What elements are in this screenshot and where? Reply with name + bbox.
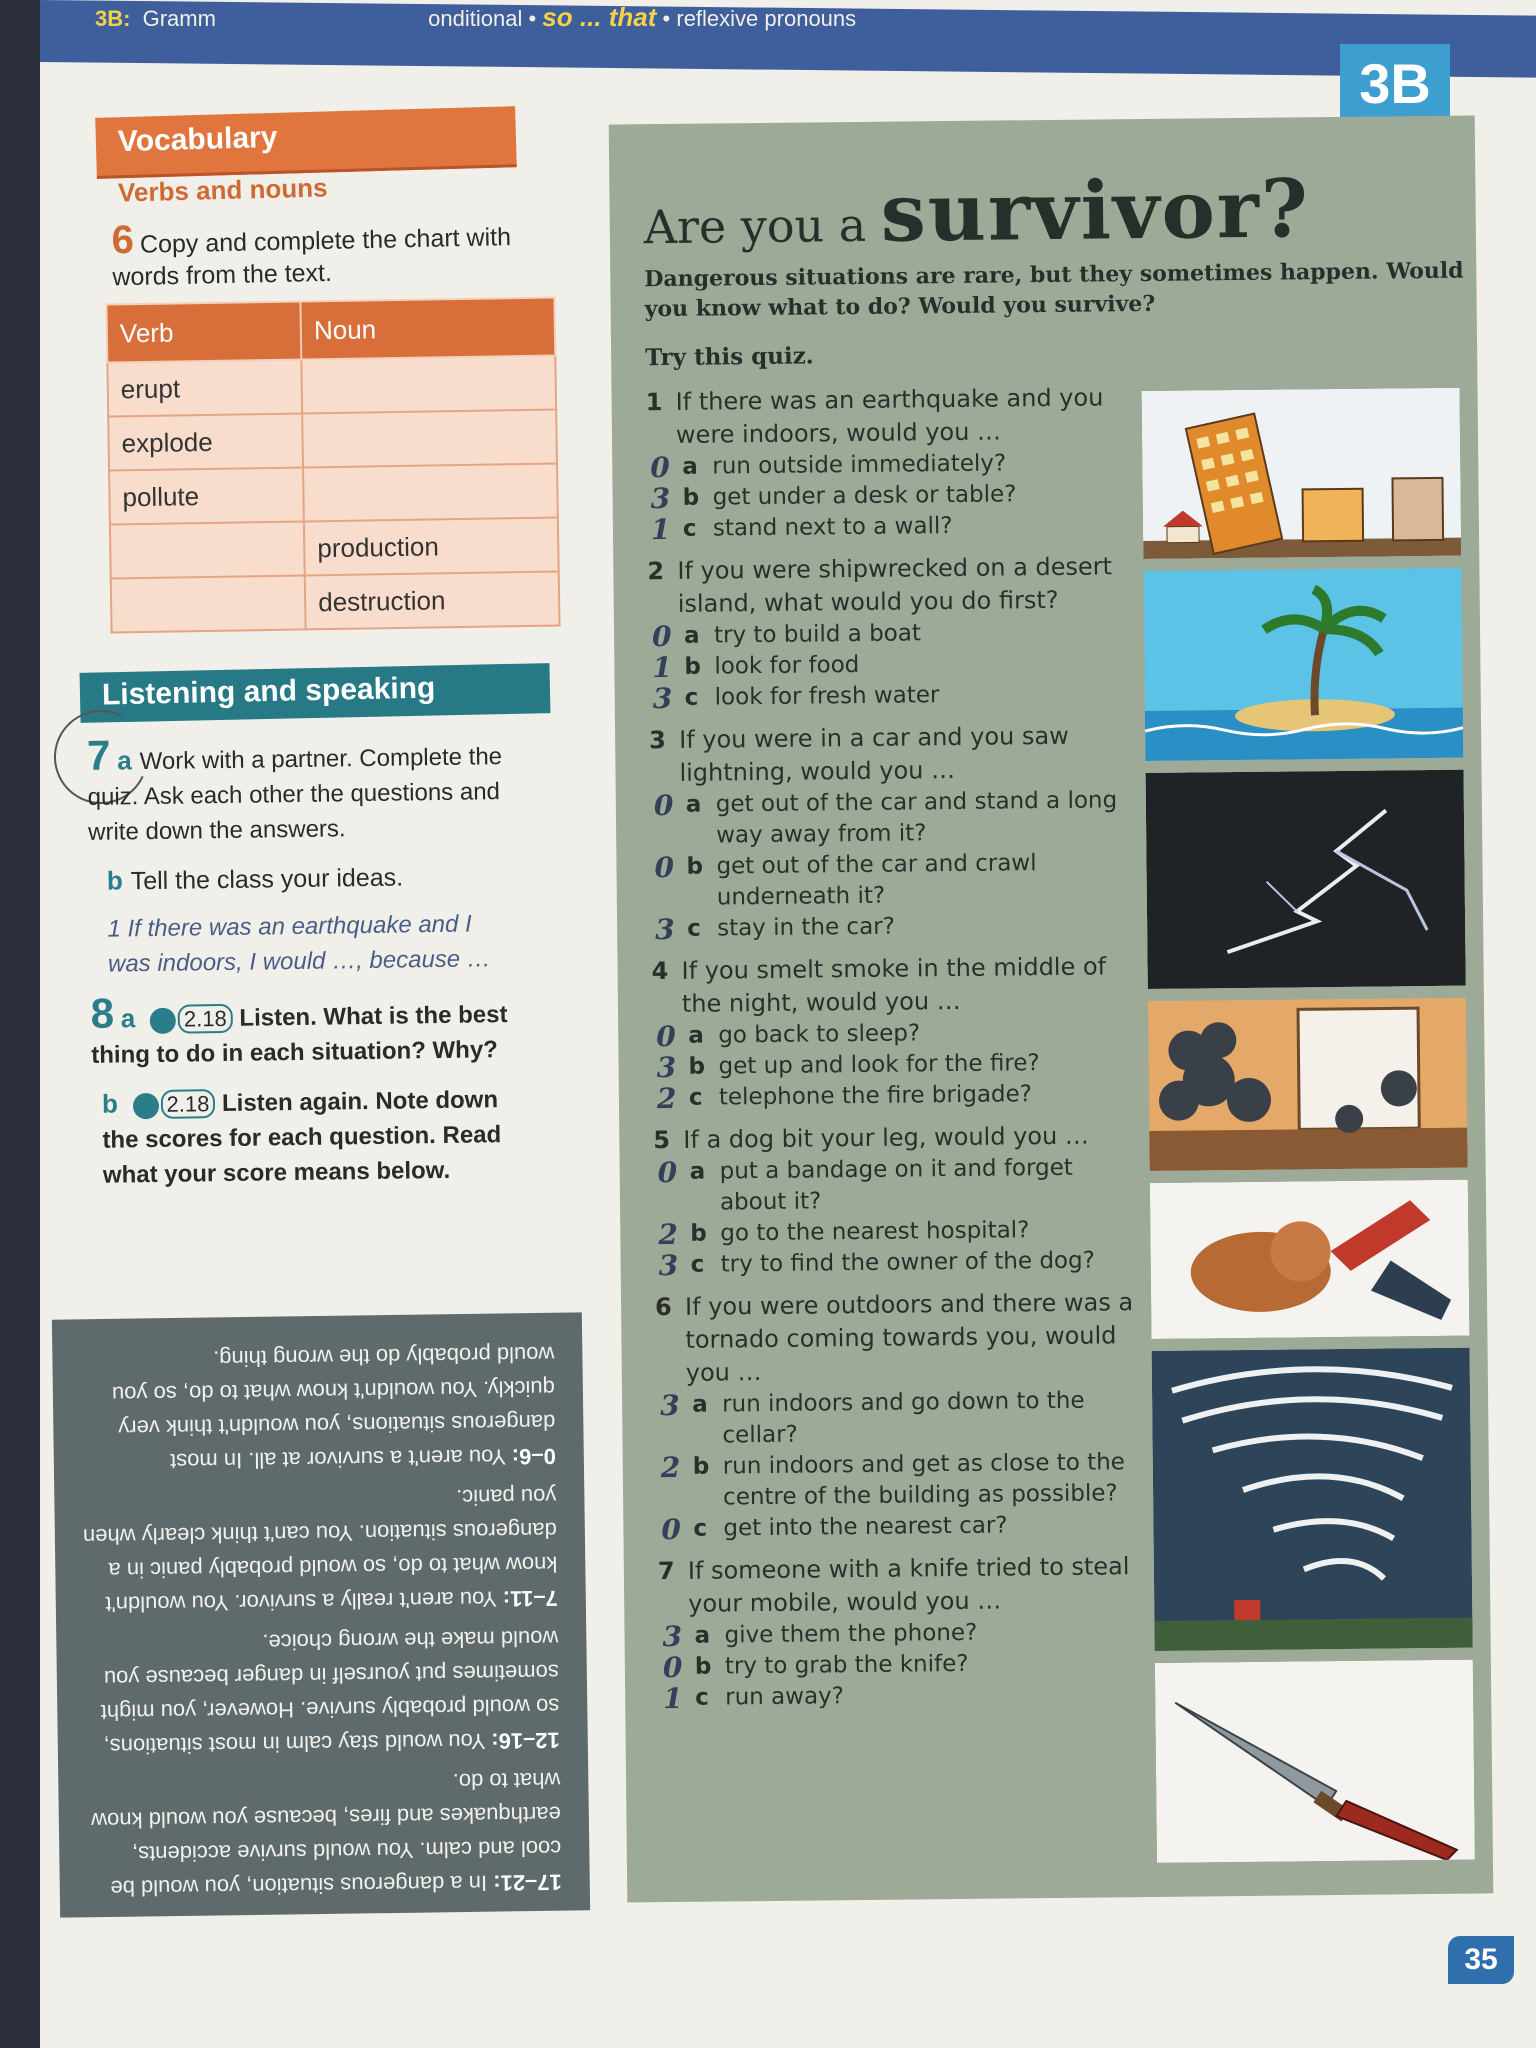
answer-option: 0 a put a bandage on it and forget about it? — [657, 1154, 1073, 1216]
vocabulary-heading: Vocabulary — [117, 120, 278, 159]
answer-option: 2 c telephone the fire brigade? — [656, 1081, 1033, 1116]
topics-end: reflexive pronouns — [676, 6, 857, 31]
answer-option: 0 c get into the nearest car? — [661, 1512, 1008, 1547]
score-band: 7–11: You aren't really a survivor. You wouldn't know what to do, so would probably panic in a dangerous situation. You can't think clearly when you panic. — [82, 1483, 558, 1618]
exercises-7-8 — [67, 732, 523, 1193]
quiz-try-line: Try this quiz. — [645, 342, 814, 372]
table-row — [110, 517, 559, 578]
handwritten-score: 0 — [657, 1155, 678, 1190]
quiz-question — [645, 381, 1127, 545]
quiz-question — [649, 719, 1131, 945]
answer-option: 3 c look for fresh water — [652, 681, 940, 716]
audio-icon — [132, 1093, 158, 1119]
question-text: If a dog bit your leg, would you … — [683, 1121, 1089, 1154]
exercise-7-number: 7 — [86, 731, 111, 779]
audio-icon — [150, 1007, 176, 1033]
handwritten-score: 0 — [661, 1512, 682, 1547]
exercise-7-example: 1 If there was an earthquake and I was indoors, I would …, because … — [107, 910, 492, 978]
question-text: If someone with a knife tried to steal your mobile, would you … — [687, 1552, 1130, 1618]
answer-option: 2 b run indoors and get as close to the centre of the building as possible? — [660, 1449, 1126, 1511]
table-cell — [301, 355, 556, 413]
desert-island-illustration — [1143, 568, 1463, 761]
vocabulary-subheading: Verbs and nouns — [117, 172, 328, 208]
handwritten-score: 2 — [656, 1081, 677, 1116]
audio-track-8b: 2.18 — [160, 1089, 215, 1119]
score-band: 0–6: You aren't a survivor at all. In most dangerous situations, you wouldn't think very quickly. You wouldn't know what to do, so you would probably do the wrong thing. — [111, 1341, 556, 1475]
topics-fragment: Gramm — [142, 6, 216, 31]
handwritten-score: 0 — [662, 1650, 683, 1685]
answer-option: 1 b look for food — [652, 650, 860, 685]
table-cell: production — [304, 517, 559, 575]
exercise-8b — [72, 1081, 523, 1193]
question-text: If there was an earthquake and you were indoors, would you … — [675, 383, 1104, 449]
exercise-6 — [111, 216, 532, 294]
exercise-7b-letter: b — [106, 865, 123, 896]
handwritten-score: 3 — [652, 681, 673, 716]
answer-option: 0 a run outside immediately? — [650, 450, 1007, 485]
handwritten-score: 1 — [663, 1681, 683, 1716]
exercise-8a — [70, 990, 521, 1073]
question-number: 4 — [651, 957, 669, 986]
score-band: 12–16: You would stay calm in most situations, so would probably survive. However, you might sometimes put yourself in danger because you would make the wrong choice. — [100, 1625, 560, 1760]
score-band: 17–21: In a dangerous situation, you would be cool and calm. You would survive accidents, earthquakes and fires, because you would know what to do. — [91, 1767, 562, 1901]
question-number: 1 — [645, 388, 663, 417]
exercise-8b-text: Listen again. Note down the scores for each question. Read what your score means below. — [102, 1086, 502, 1189]
lightning-illustration — [1146, 770, 1466, 989]
verb-noun-chart — [105, 296, 560, 633]
answer-option: 0 a try to build a boat — [651, 619, 922, 654]
exercise-7a-text: Work with a partner. Complete the quiz. Ask each other the questions and write down the answers. — [87, 743, 503, 846]
handwritten-score: 1 — [652, 650, 673, 685]
quiz-question — [653, 1119, 1135, 1281]
answer-option: 3 b get under a desk or table? — [650, 481, 1017, 516]
handwritten-score: 0 — [654, 850, 675, 885]
listening-banner — [80, 663, 551, 723]
exercise-8b-letter: b — [101, 1088, 119, 1119]
table-cell: pollute — [109, 467, 304, 524]
score-key-box — [52, 1312, 590, 1917]
table-row — [108, 409, 557, 470]
handwritten-score: 3 — [656, 1050, 677, 1085]
score-key-text — [74, 1331, 562, 1906]
smoke-fire-illustration — [1148, 998, 1468, 1171]
audio-track-8a: 2.18 — [178, 1004, 233, 1034]
vocabulary-banner — [95, 106, 517, 179]
earthquake-illustration — [1142, 388, 1462, 559]
table-row — [109, 463, 558, 524]
handwritten-score: 0 — [653, 788, 674, 823]
unit-label: 3B: — [95, 6, 131, 31]
quiz-question — [658, 1550, 1140, 1714]
topics-middle: onditional — [428, 6, 523, 31]
quiz-title — [643, 161, 1310, 262]
exercise-8a-letter: a — [120, 1003, 136, 1034]
page-number: 35 — [1448, 1936, 1514, 1984]
table-row — [111, 571, 560, 632]
answer-option: 0 a get out of the car and stand a long way away from it? — [653, 787, 1118, 849]
table-cell: explode — [108, 413, 303, 470]
unit-tab: 3B — [1340, 44, 1450, 124]
answer-option: 0 a go back to sleep? — [656, 1019, 921, 1054]
handwritten-score: 3 — [659, 1388, 680, 1423]
quiz-question — [647, 550, 1129, 714]
answer-option: 1 c run away? — [663, 1681, 845, 1716]
answer-option: 3 c try to find the owner of the dog? — [658, 1247, 1096, 1283]
quiz-question — [651, 950, 1133, 1114]
handwritten-score: 0 — [656, 1019, 676, 1054]
answer-option: 3 a give them the phone? — [662, 1619, 978, 1654]
table-cell — [110, 521, 305, 578]
answer-option: 0 b try to grab the knife? — [662, 1650, 969, 1685]
handwritten-score: 3 — [654, 912, 675, 947]
answer-option: 0 b get out of the car and crawl underneath it? — [654, 850, 1037, 911]
tornado-illustration — [1152, 1348, 1473, 1651]
answer-option: 3 a run indoors and go down to the cellar? — [659, 1387, 1085, 1449]
quiz-questions — [645, 381, 1139, 1724]
question-number: 7 — [657, 1556, 675, 1586]
quiz-title-big: survivor? — [880, 161, 1311, 260]
handwritten-score: 2 — [658, 1217, 678, 1252]
quiz-intro: Dangerous situations are rare, but they sometimes happen. Would you know what to do? Would you survive? — [644, 257, 1464, 323]
handwritten-score: 0 — [651, 619, 672, 654]
textbook-page — [40, 0, 1536, 2048]
table-row — [107, 355, 556, 416]
table-cell: erupt — [107, 359, 302, 416]
question-number: 6 — [654, 1292, 672, 1322]
table-cell — [111, 575, 306, 632]
exercise-7a — [67, 732, 519, 850]
exercise-7b — [69, 858, 519, 900]
topic-highlight: so ... that — [542, 2, 657, 32]
question-text: If you were in a car and you saw lightning, would you … — [679, 721, 1069, 787]
answer-option: 1 c stand next to a wall? — [650, 512, 953, 547]
handwritten-score: 1 — [650, 512, 671, 547]
question-number: 5 — [653, 1125, 671, 1155]
dog-bite-illustration — [1150, 1180, 1470, 1339]
answer-option: 3 b get up and look for the fire? — [656, 1050, 1040, 1085]
survivor-quiz-panel — [609, 116, 1494, 1903]
answer-option: 3 c stay in the car? — [654, 912, 896, 947]
chart-header-verb: Verb — [106, 301, 301, 362]
table-cell: destruction — [305, 571, 560, 629]
chart-header-noun: Noun — [300, 298, 555, 360]
question-text: If you smelt smoke in the middle of the night, would you … — [681, 952, 1107, 1018]
header-topics: 3B: Gramm onditional • so ... that • reflexive pronouns — [95, 2, 857, 32]
knife-illustration — [1155, 1660, 1475, 1863]
exercise-8-number: 8 — [90, 989, 115, 1037]
handwritten-score: 3 — [650, 481, 671, 516]
exercise-7b-text: Tell the class your ideas. — [130, 863, 404, 896]
question-number: 3 — [649, 726, 667, 755]
question-text: If you were outdoors and there was a tornado coming towards you, would you … — [684, 1288, 1134, 1387]
handwritten-score: 3 — [658, 1248, 679, 1283]
exercise-6-instruction: Copy and complete the chart with words from the text. — [112, 223, 512, 292]
handwritten-score: 2 — [660, 1450, 681, 1485]
quiz-title-small: Are you a — [643, 197, 867, 255]
question-number: 2 — [647, 557, 665, 586]
handwritten-score: 3 — [662, 1619, 683, 1654]
exercise-8a-text: Listen. What is the best thing to do in each situation? Why? — [91, 1001, 508, 1069]
answer-option: 2 b go to the nearest hospital? — [658, 1217, 1030, 1252]
quiz-question — [655, 1286, 1138, 1545]
exercise-7a-letter: a — [116, 745, 132, 776]
exercise-6-number: 6 — [111, 217, 135, 263]
handwritten-score: 0 — [650, 450, 670, 485]
table-cell — [303, 463, 558, 521]
question-text: If you were shipwrecked on a desert island, what would you do first? — [677, 552, 1113, 618]
table-cell — [302, 409, 557, 467]
listening-heading: Listening and speaking — [101, 671, 436, 712]
